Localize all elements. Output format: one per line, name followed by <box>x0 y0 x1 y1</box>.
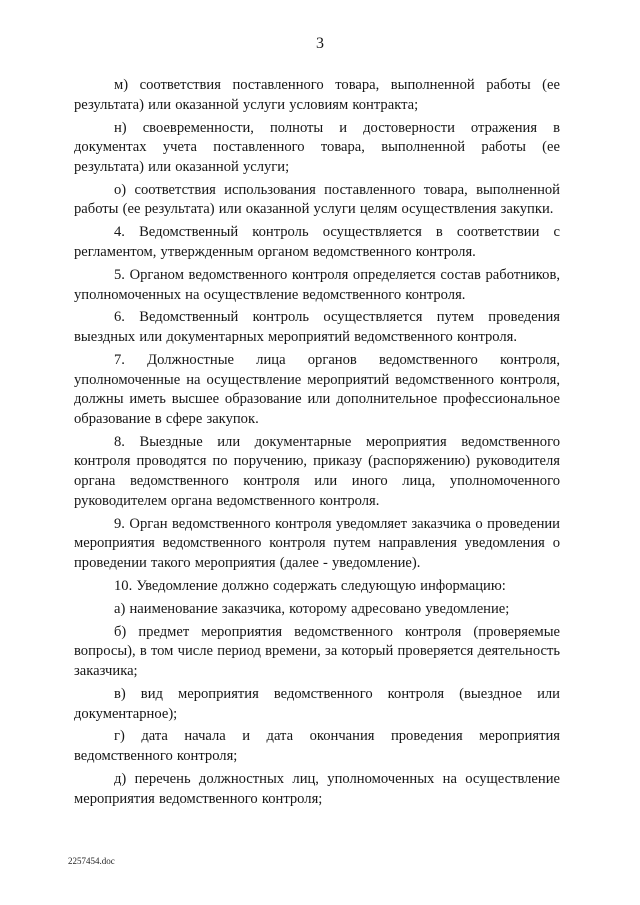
paragraph-a: а) наименование заказчика, которому адресовано уведомление; <box>114 600 510 617</box>
paragraph-o: о) соответствия использования поставленного товара, выполненной работы (ее результата) или оказанной услуги целям осуществления закупки. <box>74 181 560 218</box>
paragraph-g: г) дата начала и дата окончания проведения мероприятия ведомственного контроля; <box>74 728 560 765</box>
footer-file-name: 2257454.doc <box>68 856 115 866</box>
paragraph-m: м) соответствия поставленного товара, выполненной работы (ее результата) или оказанной услуги условиям контракта; <box>74 77 560 113</box>
paragraph-v: в) вид мероприятия ведомственного контроля (выездное или документарное); <box>74 685 560 722</box>
page-number: 3 <box>316 35 324 52</box>
paragraph-6: 6. Ведомственный контроль осуществляется путем проведения выездных или документарных мероприятий ведомственного контроля. <box>74 309 560 346</box>
paragraph-7: 7. Должностные лица органов ведомственного контроля, уполномоченные на осуществление мероприятий ведомственного контроля, должны иметь высшее образование или дополнительное профессиональное образование в сфере закупок. <box>74 352 560 427</box>
paragraph-5: 5. Органом ведомственного контроля определяется состав работников, уполномоченных на осуществление ведомственного контроля. <box>74 266 560 303</box>
paragraph-10: 10. Уведомление должно содержать следующую информацию: <box>114 577 506 594</box>
paragraph-9: 9. Орган ведомственного контроля уведомляет заказчика о проведении мероприятия ведомственного контроля путем направления уведомления о проведении такого мероприятия (далее - уведомление). <box>74 515 560 571</box>
paragraph-b: б) предмет мероприятия ведомственного контроля (проверяемые вопросы), в том числе период времени, за который проверяется деятельность заказчика; <box>74 623 560 679</box>
paragraph-d: д) перечень должностных лиц, уполномоченных на осуществление мероприятия ведомственного контроля; <box>74 771 560 807</box>
paragraph-n: н) своевременности, полноты и достоверности отражения в документах учета поставленного товара, выполненной работы (ее результата) или оказанной услуги; <box>74 119 560 175</box>
document-body <box>74 76 560 813</box>
paragraph-8: 8. Выездные или документарные мероприятия ведомственного контроля проводятся по поручению, приказу (распоряжению) руководителя органа ведомственного контроля или иного лица, уполномоченного руководителем органа ведомственного контроля. <box>74 433 560 509</box>
paragraph-4: 4. Ведомственный контроль осуществляется в соответствии с регламентом, утвержденным органом ведомственного контроля. <box>74 224 560 260</box>
